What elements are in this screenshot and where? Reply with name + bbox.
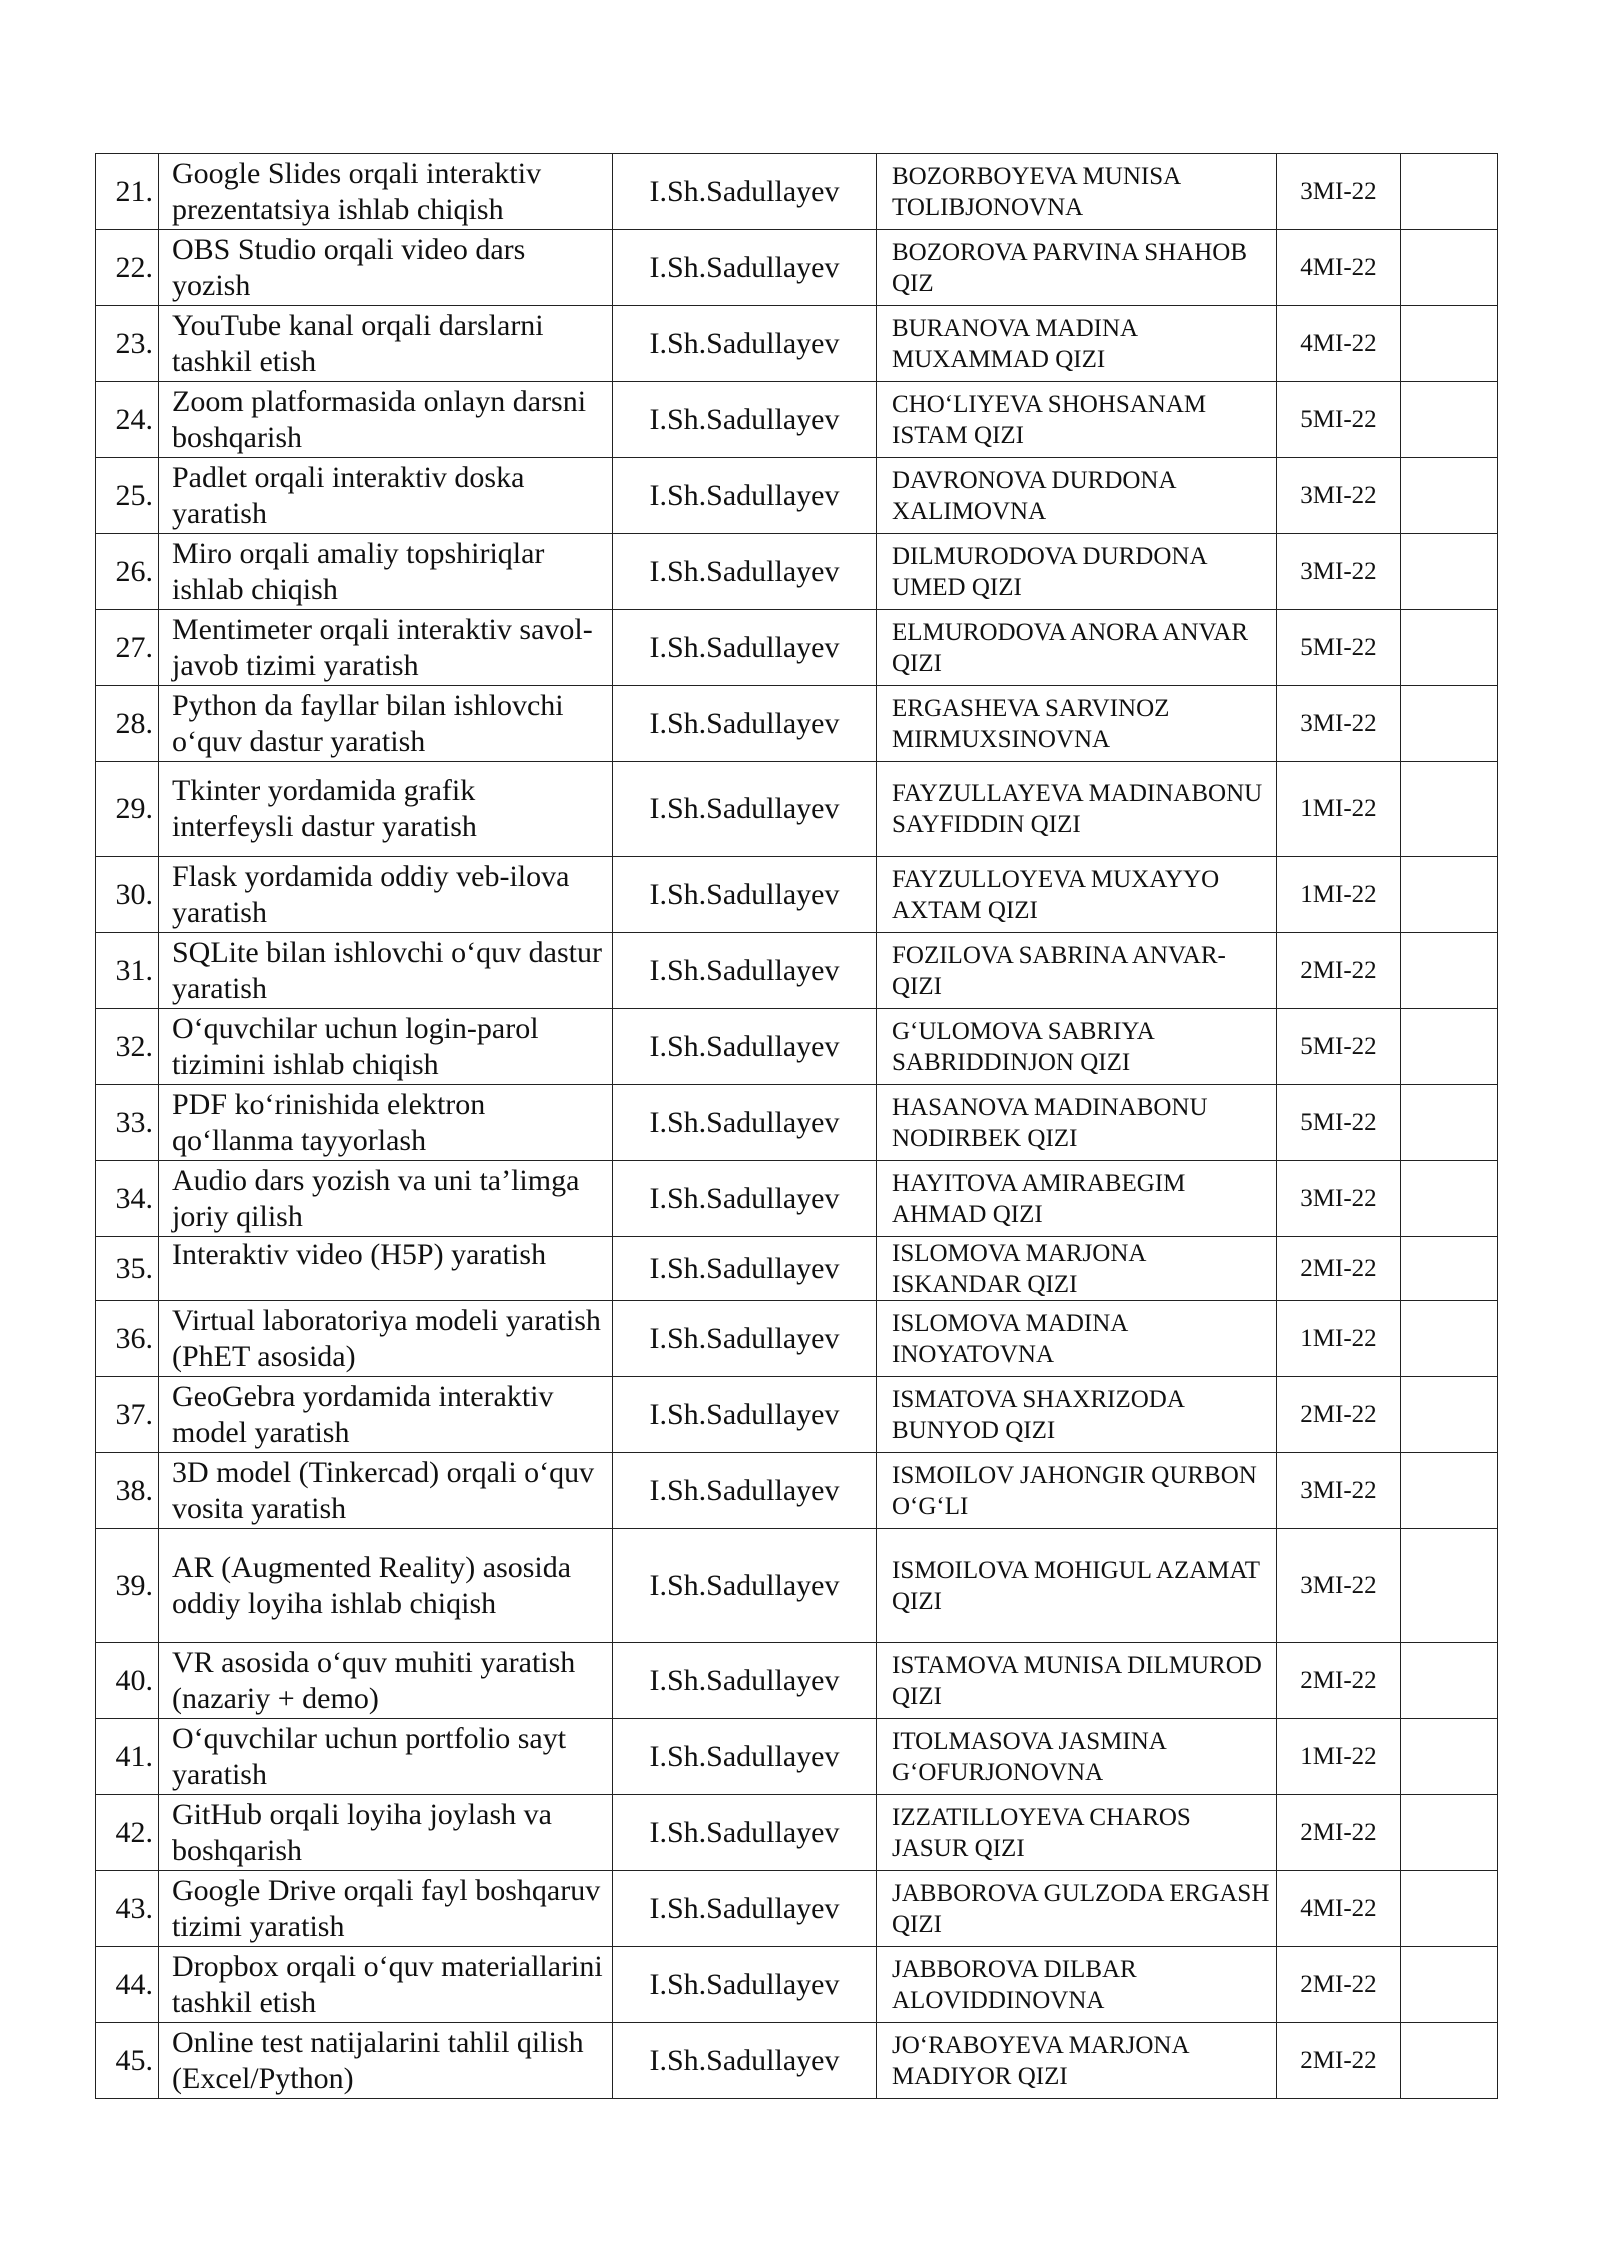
- table-row: [96, 933, 1498, 1009]
- group-cell: 1MI-22: [1277, 1719, 1401, 1795]
- group-cell: 1MI-22: [1277, 762, 1401, 857]
- student-name-cell: ISTAMOVA MUNISA DILMUROD QIZI: [877, 1643, 1277, 1719]
- supervisor-cell: I.Sh.Sadullayev: [613, 154, 877, 230]
- supervisor-cell: I.Sh.Sadullayev: [613, 1453, 877, 1529]
- extra-cell: [1401, 230, 1498, 306]
- row-number: 41.: [96, 1719, 159, 1795]
- supervisor-cell: I.Sh.Sadullayev: [613, 1301, 877, 1377]
- row-number: 38.: [96, 1453, 159, 1529]
- student-name-cell: ISMOILOVA MOHIGUL AZAMAT QIZI: [877, 1529, 1277, 1643]
- student-name-cell: FAYZULLOYEVA MUXAYYO AXTAM QIZI: [877, 857, 1277, 933]
- supervisor-cell: I.Sh.Sadullayev: [613, 1719, 877, 1795]
- extra-cell: [1401, 1377, 1498, 1453]
- supervisor-cell: I.Sh.Sadullayev: [613, 458, 877, 534]
- group-cell: 3MI-22: [1277, 1161, 1401, 1237]
- table-row: [96, 306, 1498, 382]
- table-row: [96, 610, 1498, 686]
- row-number: 36.: [96, 1301, 159, 1377]
- row-number: 30.: [96, 857, 159, 933]
- supervisor-cell: I.Sh.Sadullayev: [613, 762, 877, 857]
- topic-cell: Dropbox orqali o‘quv materiallarini tashkil etish: [159, 1947, 613, 2023]
- student-name-cell: HAYITOVA AMIRABEGIM AHMAD QIZI: [877, 1161, 1277, 1237]
- supervisor-cell: I.Sh.Sadullayev: [613, 1237, 877, 1301]
- extra-cell: [1401, 1529, 1498, 1643]
- row-number: 45.: [96, 2023, 159, 2099]
- extra-cell: [1401, 762, 1498, 857]
- row-number: 39.: [96, 1529, 159, 1643]
- table-row: [96, 1161, 1498, 1237]
- supervisor-cell: I.Sh.Sadullayev: [613, 1871, 877, 1947]
- row-number: 28.: [96, 686, 159, 762]
- table-row: [96, 1085, 1498, 1161]
- topic-cell: O‘quvchilar uchun portfolio sayt yaratish: [159, 1719, 613, 1795]
- student-name-cell: CHO‘LIYEVA SHOHSANAM ISTAM QIZI: [877, 382, 1277, 458]
- extra-cell: [1401, 1237, 1498, 1301]
- topic-cell: Zoom platformasida onlayn darsni boshqarish: [159, 382, 613, 458]
- group-cell: 2MI-22: [1277, 1947, 1401, 2023]
- topic-cell: VR asosida o‘quv muhiti yaratish (nazariy + demo): [159, 1643, 613, 1719]
- group-cell: 5MI-22: [1277, 382, 1401, 458]
- table-body: [96, 154, 1498, 2099]
- table-row: [96, 1947, 1498, 2023]
- student-name-cell: HASANOVA MADINABONU NODIRBEK QIZI: [877, 1085, 1277, 1161]
- topic-cell: Padlet orqali interaktiv doska yaratish: [159, 458, 613, 534]
- row-number: 32.: [96, 1009, 159, 1085]
- student-name-cell: DILMURODOVA DURDONA UMED QIZI: [877, 534, 1277, 610]
- supervisor-cell: I.Sh.Sadullayev: [613, 1009, 877, 1085]
- table-row: [96, 762, 1498, 857]
- group-cell: 2MI-22: [1277, 1237, 1401, 1301]
- group-cell: 2MI-22: [1277, 933, 1401, 1009]
- extra-cell: [1401, 2023, 1498, 2099]
- table-row: [96, 1795, 1498, 1871]
- table-row: [96, 1377, 1498, 1453]
- row-number: 26.: [96, 534, 159, 610]
- extra-cell: [1401, 1085, 1498, 1161]
- topic-cell: O‘quvchilar uchun login-parol tizimini ishlab chiqish: [159, 1009, 613, 1085]
- group-cell: 3MI-22: [1277, 1453, 1401, 1529]
- row-number: 34.: [96, 1161, 159, 1237]
- student-name-cell: ISLOMOVA MARJONA ISKANDAR QIZI: [877, 1237, 1277, 1301]
- supervisor-cell: I.Sh.Sadullayev: [613, 2023, 877, 2099]
- extra-cell: [1401, 458, 1498, 534]
- row-number: 35.: [96, 1237, 159, 1301]
- row-number: 23.: [96, 306, 159, 382]
- supervisor-cell: I.Sh.Sadullayev: [613, 610, 877, 686]
- supervisor-cell: I.Sh.Sadullayev: [613, 1377, 877, 1453]
- topic-cell: GeoGebra yordamida interaktiv model yaratish: [159, 1377, 613, 1453]
- supervisor-cell: I.Sh.Sadullayev: [613, 1529, 877, 1643]
- table-row: [96, 1871, 1498, 1947]
- supervisor-cell: I.Sh.Sadullayev: [613, 857, 877, 933]
- table-row: [96, 1301, 1498, 1377]
- supervisor-cell: I.Sh.Sadullayev: [613, 306, 877, 382]
- row-number: 31.: [96, 933, 159, 1009]
- group-cell: 5MI-22: [1277, 1085, 1401, 1161]
- table-row: [96, 1237, 1498, 1301]
- extra-cell: [1401, 534, 1498, 610]
- group-cell: 2MI-22: [1277, 1643, 1401, 1719]
- student-name-cell: BOZOROVA PARVINA SHAHOB QIZ: [877, 230, 1277, 306]
- topic-cell: Interaktiv video (H5P) yaratish: [159, 1237, 613, 1301]
- extra-cell: [1401, 1795, 1498, 1871]
- topic-cell: YouTube kanal orqali darslarni tashkil etish: [159, 306, 613, 382]
- table-row: [96, 458, 1498, 534]
- extra-cell: [1401, 933, 1498, 1009]
- table-row: [96, 1453, 1498, 1529]
- topic-cell: Tkinter yordamida grafik interfeysli dastur yaratish: [159, 762, 613, 857]
- supervisor-cell: I.Sh.Sadullayev: [613, 686, 877, 762]
- extra-cell: [1401, 1009, 1498, 1085]
- supervisor-cell: I.Sh.Sadullayev: [613, 1643, 877, 1719]
- topic-cell: Google Slides orqali interaktiv prezentatsiya ishlab chiqish: [159, 154, 613, 230]
- row-number: 21.: [96, 154, 159, 230]
- extra-cell: [1401, 610, 1498, 686]
- student-name-cell: JABBOROVA DILBAR ALOVIDDINOVNA: [877, 1947, 1277, 2023]
- student-name-cell: ISMOILOV JAHONGIR QURBON O‘G‘LI: [877, 1453, 1277, 1529]
- group-cell: 2MI-22: [1277, 1377, 1401, 1453]
- extra-cell: [1401, 857, 1498, 933]
- table-row: [96, 1643, 1498, 1719]
- row-number: 24.: [96, 382, 159, 458]
- row-number: 29.: [96, 762, 159, 857]
- row-number: 27.: [96, 610, 159, 686]
- extra-cell: [1401, 306, 1498, 382]
- extra-cell: [1401, 1161, 1498, 1237]
- extra-cell: [1401, 686, 1498, 762]
- table-row: [96, 534, 1498, 610]
- topic-cell: Google Drive orqali fayl boshqaruv tizimi yaratish: [159, 1871, 613, 1947]
- extra-cell: [1401, 1301, 1498, 1377]
- topic-cell: Audio dars yozish va uni ta’limga joriy qilish: [159, 1161, 613, 1237]
- group-cell: 3MI-22: [1277, 1529, 1401, 1643]
- topic-cell: GitHub orqali loyiha joylash va boshqarish: [159, 1795, 613, 1871]
- group-cell: 1MI-22: [1277, 857, 1401, 933]
- supervisor-cell: I.Sh.Sadullayev: [613, 534, 877, 610]
- topic-cell: 3D model (Tinkercad) orqali o‘quv vosita yaratish: [159, 1453, 613, 1529]
- table-row: [96, 857, 1498, 933]
- row-number: 40.: [96, 1643, 159, 1719]
- row-number: 44.: [96, 1947, 159, 2023]
- supervisor-cell: I.Sh.Sadullayev: [613, 933, 877, 1009]
- group-cell: 3MI-22: [1277, 154, 1401, 230]
- student-name-cell: DAVRONOVA DURDONA XALIMOVNA: [877, 458, 1277, 534]
- student-name-cell: BOZORBOYEVA MUNISA TOLIBJONOVNA: [877, 154, 1277, 230]
- student-name-cell: G‘ULOMOVA SABRIYA SABRIDDINJON QIZI: [877, 1009, 1277, 1085]
- extra-cell: [1401, 382, 1498, 458]
- extra-cell: [1401, 1453, 1498, 1529]
- table-row: [96, 686, 1498, 762]
- group-cell: 4MI-22: [1277, 230, 1401, 306]
- topic-cell: Virtual laboratoriya modeli yaratish (PhET asosida): [159, 1301, 613, 1377]
- group-cell: 2MI-22: [1277, 1795, 1401, 1871]
- supervisor-cell: I.Sh.Sadullayev: [613, 1161, 877, 1237]
- extra-cell: [1401, 1719, 1498, 1795]
- row-number: 37.: [96, 1377, 159, 1453]
- supervisor-cell: I.Sh.Sadullayev: [613, 1795, 877, 1871]
- student-name-cell: BURANOVA MADINA MUXAMMAD QIZI: [877, 306, 1277, 382]
- extra-cell: [1401, 1871, 1498, 1947]
- topic-cell: OBS Studio orqali video dars yozish: [159, 230, 613, 306]
- group-cell: 2MI-22: [1277, 2023, 1401, 2099]
- extra-cell: [1401, 1947, 1498, 2023]
- topic-cell: Mentimeter orqali interaktiv savol-javob tizimi yaratish: [159, 610, 613, 686]
- table-row: [96, 2023, 1498, 2099]
- row-number: 22.: [96, 230, 159, 306]
- topics-table: [95, 153, 1498, 2099]
- student-name-cell: ITOLMASOVA JASMINA G‘OFURJONOVNA: [877, 1719, 1277, 1795]
- student-name-cell: JABBOROVA GULZODA ERGASH QIZI: [877, 1871, 1277, 1947]
- topic-cell: AR (Augmented Reality) asosida oddiy loyiha ishlab chiqish: [159, 1529, 613, 1643]
- topic-cell: Python da fayllar bilan ishlovchi o‘quv dastur yaratish: [159, 686, 613, 762]
- group-cell: 5MI-22: [1277, 1009, 1401, 1085]
- student-name-cell: IZZATILLOYEVA CHAROS JASUR QIZI: [877, 1795, 1277, 1871]
- group-cell: 5MI-22: [1277, 610, 1401, 686]
- group-cell: 1MI-22: [1277, 1301, 1401, 1377]
- table-row: [96, 1009, 1498, 1085]
- student-name-cell: ERGASHEVA SARVINOZ MIRMUXSINOVNA: [877, 686, 1277, 762]
- group-cell: 3MI-22: [1277, 686, 1401, 762]
- topic-cell: Online test natijalarini tahlil qilish (Excel/Python): [159, 2023, 613, 2099]
- table-row: [96, 1529, 1498, 1643]
- table-row: [96, 230, 1498, 306]
- row-number: 43.: [96, 1871, 159, 1947]
- row-number: 33.: [96, 1085, 159, 1161]
- row-number: 25.: [96, 458, 159, 534]
- group-cell: 4MI-22: [1277, 1871, 1401, 1947]
- student-name-cell: FAYZULLAYEVA MADINABONU SAYFIDDIN QIZI: [877, 762, 1277, 857]
- extra-cell: [1401, 154, 1498, 230]
- supervisor-cell: I.Sh.Sadullayev: [613, 382, 877, 458]
- table-row: [96, 1719, 1498, 1795]
- table-row: [96, 154, 1498, 230]
- table-row: [96, 382, 1498, 458]
- group-cell: 3MI-22: [1277, 534, 1401, 610]
- topic-cell: PDF ko‘rinishida elektron qo‘llanma tayyorlash: [159, 1085, 613, 1161]
- supervisor-cell: I.Sh.Sadullayev: [613, 1085, 877, 1161]
- group-cell: 3MI-22: [1277, 458, 1401, 534]
- supervisor-cell: I.Sh.Sadullayev: [613, 230, 877, 306]
- topic-cell: Miro orqali amaliy topshiriqlar ishlab chiqish: [159, 534, 613, 610]
- student-name-cell: ISMATOVA SHAXRIZODA BUNYOD QIZI: [877, 1377, 1277, 1453]
- student-name-cell: FOZILOVA SABRINA ANVAR-QIZI: [877, 933, 1277, 1009]
- group-cell: 4MI-22: [1277, 306, 1401, 382]
- supervisor-cell: I.Sh.Sadullayev: [613, 1947, 877, 2023]
- student-name-cell: JO‘RABOYEVA MARJONA MADIYOR QIZI: [877, 2023, 1277, 2099]
- student-name-cell: ISLOMOVA MADINA INOYATOVNA: [877, 1301, 1277, 1377]
- student-name-cell: ELMURODOVA ANORA ANVAR QIZI: [877, 610, 1277, 686]
- topic-cell: Flask yordamida oddiy veb-ilova yaratish: [159, 857, 613, 933]
- topic-cell: SQLite bilan ishlovchi o‘quv dastur yaratish: [159, 933, 613, 1009]
- row-number: 42.: [96, 1795, 159, 1871]
- extra-cell: [1401, 1643, 1498, 1719]
